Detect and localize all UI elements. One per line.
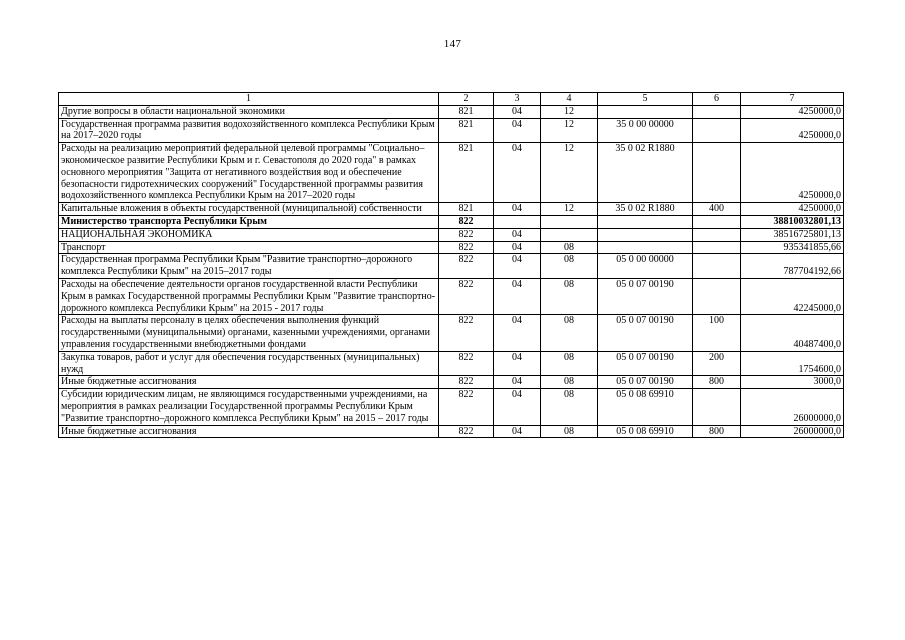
ministry-code-cell: 822 — [439, 315, 494, 351]
target-article-cell: 35 0 02 R1880 — [598, 143, 693, 203]
amount-cell: 4250000,0 — [741, 143, 844, 203]
ministry-code-cell: 822 — [439, 389, 494, 425]
ministry-code-cell: 822 — [439, 241, 494, 254]
header-cell: 3 — [494, 93, 541, 106]
target-article-cell: 05 0 07 00190 — [598, 315, 693, 351]
subsection-code-cell: 08 — [541, 278, 598, 314]
expense-type-cell — [693, 143, 741, 203]
amount-cell: 4250000,0 — [741, 118, 844, 143]
row-name-cell: Расходы на реализацию мероприятий федеральной целевой программы "Социально–экономическое развитие Республики Крым и г. Севастополя до 2020 года" в рамках основного мероприятия "Защита от негативного воздействия вод и обеспечение безопасности гидротехнических сооружений" Государственной программы развития водохозяйственного комплекса Республики Крым на 2017–2020 годы — [59, 143, 439, 203]
expense-type-cell — [693, 105, 741, 118]
expense-type-cell — [693, 278, 741, 314]
target-article-cell: 05 0 07 00190 — [598, 351, 693, 376]
subsection-code-cell: 12 — [541, 203, 598, 216]
subsection-code-cell: 08 — [541, 425, 598, 438]
table-row — [59, 389, 844, 425]
target-article-cell: 05 0 07 00190 — [598, 376, 693, 389]
subsection-code-cell: 08 — [541, 254, 598, 279]
ministry-code-cell: 822 — [439, 376, 494, 389]
table-row — [59, 105, 844, 118]
section-code-cell — [494, 215, 541, 228]
row-name-cell: Капитальные вложения в объекты государственной (муниципальной) собственности — [59, 203, 439, 216]
amount-cell: 38516725801,13 — [741, 228, 844, 241]
target-article-cell: 35 0 02 R1880 — [598, 203, 693, 216]
subsection-code-cell: 08 — [541, 389, 598, 425]
ministry-code-cell: 822 — [439, 278, 494, 314]
header-cell: 4 — [541, 93, 598, 106]
table-row — [59, 351, 844, 376]
ministry-code-cell: 821 — [439, 143, 494, 203]
expense-type-cell: 100 — [693, 315, 741, 351]
section-code-cell: 04 — [494, 143, 541, 203]
table-header-row — [59, 93, 844, 106]
expense-type-cell — [693, 215, 741, 228]
ministry-code-cell: 822 — [439, 351, 494, 376]
budget-table — [58, 92, 844, 438]
expense-type-cell — [693, 254, 741, 279]
amount-cell: 26000000,0 — [741, 425, 844, 438]
ministry-code-cell: 822 — [439, 228, 494, 241]
amount-cell: 787704192,66 — [741, 254, 844, 279]
table-row — [59, 278, 844, 314]
table-row — [59, 215, 844, 228]
amount-cell: 4250000,0 — [741, 203, 844, 216]
row-name-cell: Иные бюджетные ассигнования — [59, 376, 439, 389]
subsection-code-cell: 12 — [541, 143, 598, 203]
target-article-cell — [598, 105, 693, 118]
target-article-cell — [598, 215, 693, 228]
target-article-cell: 05 0 08 69910 — [598, 389, 693, 425]
section-code-cell: 04 — [494, 389, 541, 425]
section-code-cell: 04 — [494, 228, 541, 241]
row-name-cell: Закупка товаров, работ и услуг для обеспечения государственных (муниципальных) нужд — [59, 351, 439, 376]
target-article-cell: 35 0 00 00000 — [598, 118, 693, 143]
row-name-cell: Другие вопросы в области национальной экономики — [59, 105, 439, 118]
section-code-cell: 04 — [494, 105, 541, 118]
target-article-cell — [598, 241, 693, 254]
section-code-cell: 04 — [494, 315, 541, 351]
ministry-code-cell: 821 — [439, 203, 494, 216]
header-cell: 6 — [693, 93, 741, 106]
expense-type-cell — [693, 228, 741, 241]
expense-type-cell: 800 — [693, 425, 741, 438]
subsection-code-cell — [541, 228, 598, 241]
table-row — [59, 241, 844, 254]
amount-cell: 38810032801,13 — [741, 215, 844, 228]
expense-type-cell: 400 — [693, 203, 741, 216]
amount-cell: 26000000,0 — [741, 389, 844, 425]
row-name-cell: Министерство транспорта Республики Крым — [59, 215, 439, 228]
row-name-cell: Государственная программа Республики Крым "Развитие транспортно–дорожного комплекса Республики Крым" на 2015–2017 годы — [59, 254, 439, 279]
target-article-cell — [598, 228, 693, 241]
section-code-cell: 04 — [494, 376, 541, 389]
ministry-code-cell: 822 — [439, 215, 494, 228]
subsection-code-cell: 08 — [541, 315, 598, 351]
ministry-code-cell: 822 — [439, 254, 494, 279]
page-number: 147 — [443, 38, 462, 50]
table-row — [59, 143, 844, 203]
subsection-code-cell: 12 — [541, 118, 598, 143]
amount-cell: 3000,0 — [741, 376, 844, 389]
table-row — [59, 254, 844, 279]
subsection-code-cell: 08 — [541, 376, 598, 389]
table-row — [59, 425, 844, 438]
table-row — [59, 376, 844, 389]
expense-type-cell — [693, 241, 741, 254]
section-code-cell: 04 — [494, 203, 541, 216]
row-name-cell: Транспорт — [59, 241, 439, 254]
table-row — [59, 118, 844, 143]
row-name-cell: НАЦИОНАЛЬНАЯ ЭКОНОМИКА — [59, 228, 439, 241]
expense-type-cell: 200 — [693, 351, 741, 376]
header-cell: 2 — [439, 93, 494, 106]
section-code-cell: 04 — [494, 278, 541, 314]
ministry-code-cell: 821 — [439, 105, 494, 118]
ministry-code-cell: 821 — [439, 118, 494, 143]
row-name-cell: Расходы на обеспечение деятельности органов государственной власти Республики Крым в рамках Государственной программы Республики Крым "Развитие транспортно-дорожного комплекса Республики Крым" на 2015 - 2017 годы — [59, 278, 439, 314]
row-name-cell: Субсидии юридическим лицам, не являющимся государственными учреждениями, на мероприятия в рамках реализации Государственной программы Республики Крым "Развитие транспортно–дорожного комплекса Республики Крым" на 2015 – 2017 годы — [59, 389, 439, 425]
header-cell: 1 — [59, 93, 439, 106]
subsection-code-cell: 08 — [541, 351, 598, 376]
expense-type-cell — [693, 389, 741, 425]
amount-cell: 42245000,0 — [741, 278, 844, 314]
target-article-cell: 05 0 07 00190 — [598, 278, 693, 314]
expense-type-cell — [693, 118, 741, 143]
amount-cell: 1754600,0 — [741, 351, 844, 376]
subsection-code-cell: 12 — [541, 105, 598, 118]
amount-cell: 4250000,0 — [741, 105, 844, 118]
row-name-cell: Иные бюджетные ассигнования — [59, 425, 439, 438]
section-code-cell: 04 — [494, 351, 541, 376]
section-code-cell: 04 — [494, 241, 541, 254]
table-row — [59, 315, 844, 351]
section-code-cell: 04 — [494, 118, 541, 143]
table-row — [59, 228, 844, 241]
table-row — [59, 203, 844, 216]
subsection-code-cell: 08 — [541, 241, 598, 254]
amount-cell: 935341855,66 — [741, 241, 844, 254]
row-name-cell: Расходы на выплаты персоналу в целях обеспечения выполнения функций государственными (муниципальными) органами, казенными учреждениями, органами управления государственными внебюджетными фондами — [59, 315, 439, 351]
row-name-cell: Государственная программа развития водохозяйственного комплекса Республики Крым на 2017–2020 годы — [59, 118, 439, 143]
expense-type-cell: 800 — [693, 376, 741, 389]
ministry-code-cell: 822 — [439, 425, 494, 438]
header-cell: 7 — [741, 93, 844, 106]
section-code-cell: 04 — [494, 425, 541, 438]
subsection-code-cell — [541, 215, 598, 228]
target-article-cell: 05 0 00 00000 — [598, 254, 693, 279]
amount-cell: 40487400,0 — [741, 315, 844, 351]
header-cell: 5 — [598, 93, 693, 106]
section-code-cell: 04 — [494, 254, 541, 279]
target-article-cell: 05 0 08 69910 — [598, 425, 693, 438]
